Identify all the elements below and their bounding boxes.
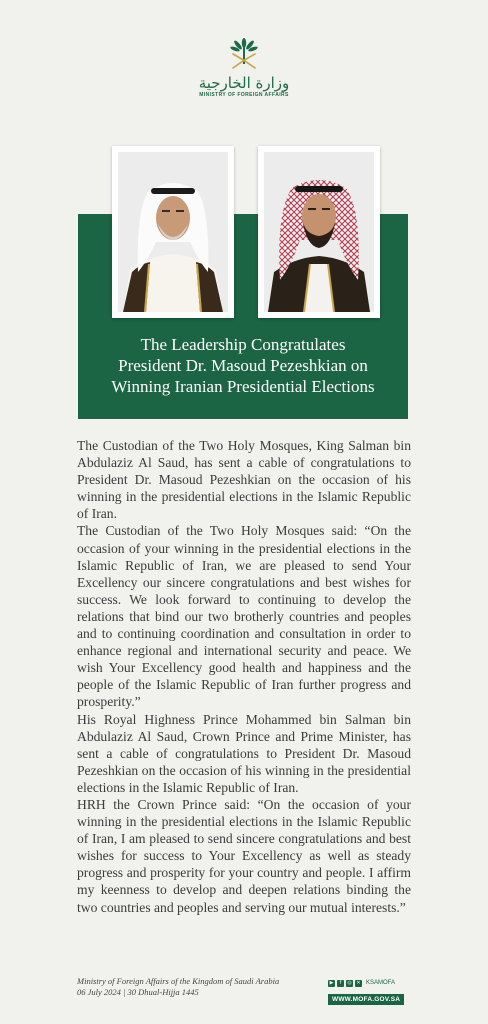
portrait-crown-prince bbox=[258, 146, 380, 318]
website-link[interactable]: WWW.MOFA.GOV.SA bbox=[328, 994, 404, 1005]
headline-line: The Leadership Congratulates bbox=[140, 335, 346, 354]
social-handle: KSAMOFA bbox=[366, 980, 396, 986]
x-icon[interactable]: ✕ bbox=[356, 979, 361, 986]
logo-arabic-text: وزارة الخارجية bbox=[198, 74, 290, 92]
portrait-king-image bbox=[118, 152, 228, 312]
footer-credit bbox=[77, 976, 279, 998]
body-paragraph: HRH the Crown Prince said: “On the occasion of your winning in the presidential elections in the Islamic Republic of Iran, I am pleased to send sincere congratulations and best wishes for success to Your Excellency as well as steady progress and prosperity for your country and people. I affirm my keenness to develop and deepen relations binding the two countries and peoples and serving our mutual interests.” bbox=[77, 796, 411, 915]
article-body bbox=[77, 437, 411, 916]
instagram-icon[interactable]: ◎ bbox=[347, 979, 352, 986]
footer-contact bbox=[328, 978, 408, 1006]
body-paragraph: The Custodian of the Two Holy Mosques said: “On the occasion of your winning in the presidential elections in the Islamic Republic of Iran, we are pleased to send Your Excellency our sincere congratulations and best wishes for success. We look forward to continuing to develop the relations that bind our two brotherly countries and peoples and to continuing coordination and consultation in order to enhance regional and international security and peace. We wish Your Excellency good health and happiness and the people of the Islamic Republic of Iran further progress and prosperity.” bbox=[77, 523, 411, 710]
headline-line: President Dr. Masoud Pezeshkian on bbox=[118, 356, 368, 375]
palm-swords-emblem-icon bbox=[229, 38, 259, 74]
portrait-crown-prince-image bbox=[264, 152, 374, 312]
footer-date-line: 06 July 2024 | 30 Dhual-Hijja 1445 bbox=[77, 987, 199, 997]
portrait-king bbox=[112, 146, 234, 318]
headline bbox=[78, 334, 408, 397]
youtube-icon[interactable]: ▶ bbox=[329, 979, 334, 986]
headline-line: Winning Iranian Presidential Elections bbox=[111, 377, 375, 396]
social-links bbox=[328, 978, 408, 988]
logo-english-text: MINISTRY OF FOREIGN AFFAIRS bbox=[199, 92, 289, 98]
footer-ministry-line: Ministry of Foreign Affairs of the Kingdom of Saudi Arabia bbox=[77, 976, 280, 986]
body-paragraph: His Royal Highness Prince Mohammed bin Salman bin Abdulaziz Al Saud, Crown Prince and Prime Minister, has sent a cable of congratulations to President Dr. Masoud Pezeshkian on the occasion of his winning in the presidential elections in the Islamic Republic of Iran. bbox=[77, 711, 411, 795]
facebook-icon[interactable]: f bbox=[337, 980, 344, 987]
body-paragraph: The Custodian of the Two Holy Mosques, King Salman bin Abdulaziz Al Saud, has sent a cable of congratulations to President Dr. Masoud Pezeshkian on the occasion of his winning in the presidential elections in the Islamic Republic of Iran. bbox=[77, 438, 411, 522]
ministry-logo bbox=[0, 38, 488, 98]
